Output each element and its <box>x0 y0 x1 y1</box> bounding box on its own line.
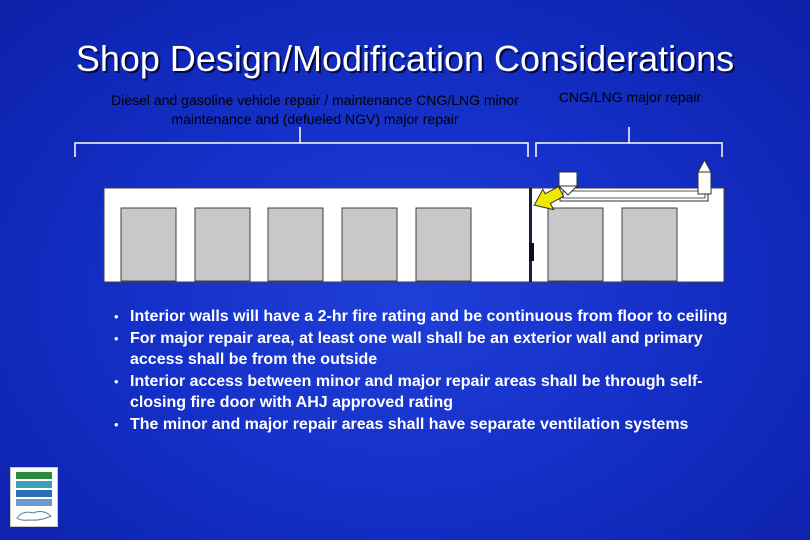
organization-logo <box>10 467 58 527</box>
bay-door-7 <box>622 208 677 281</box>
bay-door-1 <box>121 208 176 281</box>
bullet-item <box>110 371 740 414</box>
bay-door-2 <box>195 208 250 281</box>
bullet-marker: • <box>114 309 119 324</box>
ventilation-duct <box>559 160 711 201</box>
right-area-label: CNG/LNG major repair <box>558 89 702 105</box>
fire-door <box>529 243 534 261</box>
bullet-item <box>110 306 740 328</box>
bullet-item <box>110 414 740 436</box>
bullet-text: The minor and major repair areas shall have separate ventilation systems <box>130 415 689 433</box>
slide-title: Shop Design/Modification Considerations <box>75 38 735 79</box>
bay-door-3 <box>268 208 323 281</box>
bay-door-4 <box>342 208 397 281</box>
left-area-bracket <box>75 127 528 157</box>
bullet-text: For major repair area, at least one wall shall be an exterior wall and primary access shall be from the outside <box>130 329 703 368</box>
bullet-marker: • <box>114 330 119 346</box>
bay-door-6 <box>548 208 603 281</box>
left-area-label: Diesel and gasoline vehicle repair / maintenance CNG/LNG minor maintenance and (defueled NGV) major repair <box>111 92 519 127</box>
fire-wall <box>529 188 532 282</box>
bullet-text: Interior access between minor and major repair areas shall be through self-closing fire door with AHJ approved rating <box>130 372 703 411</box>
bullet-item <box>110 328 740 371</box>
bullet-text: Interior walls will have a 2-hr fire rating and be continuous from floor to ceiling <box>130 308 728 325</box>
bullet-marker: • <box>114 416 119 432</box>
bay-door-5 <box>416 208 471 281</box>
bullet-list <box>110 306 740 435</box>
right-area-bracket <box>536 127 722 157</box>
bullet-marker: • <box>114 373 119 389</box>
